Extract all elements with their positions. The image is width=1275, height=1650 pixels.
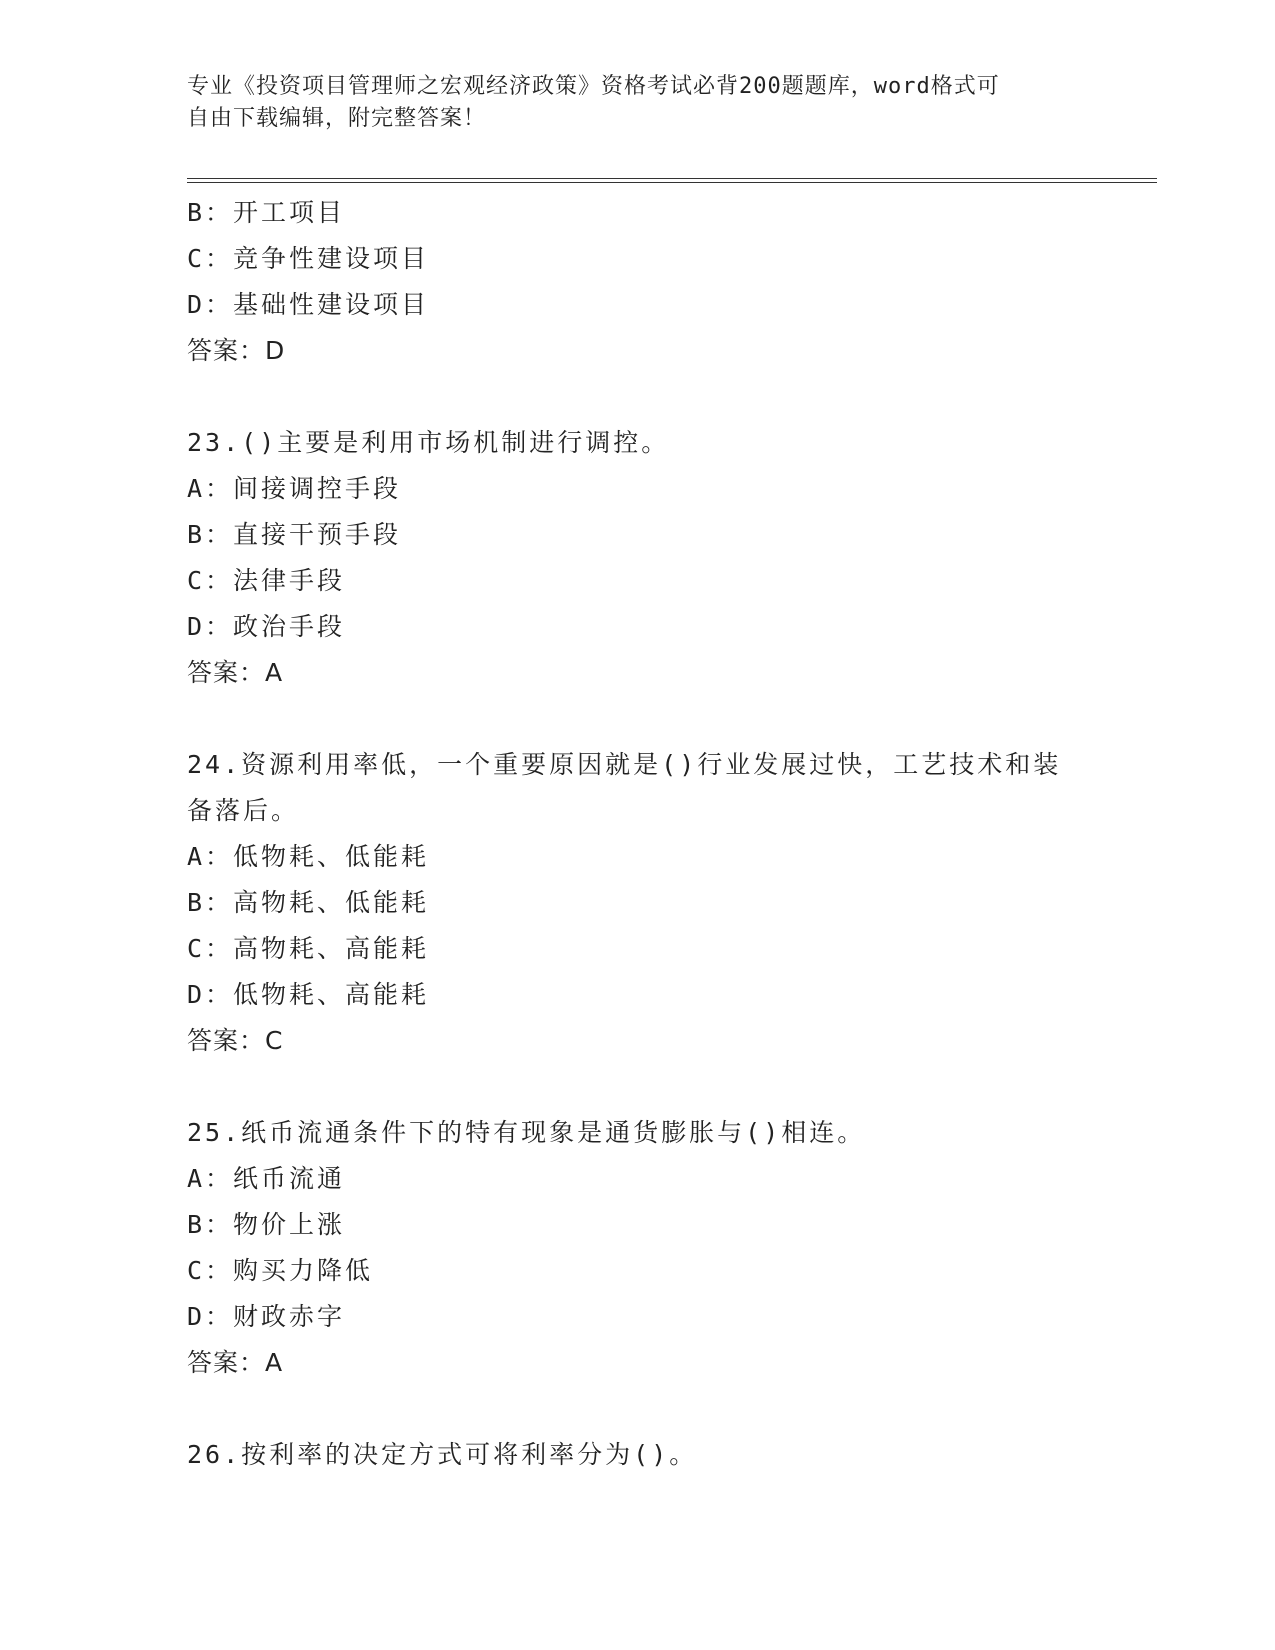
option-c: C：高物耗、高能耗	[187, 934, 430, 963]
option-d: D：低物耗、高能耗	[187, 980, 430, 1009]
spacer	[187, 1386, 1087, 1432]
answer-line: 答案：D	[187, 336, 286, 365]
question-22-continued	[187, 190, 1087, 374]
option-d: D：基础性建设项目	[187, 290, 430, 319]
question-stem-line-1: 24.资源利用率低，一个重要原因就是()行业发展过快，工艺技术和装	[187, 750, 1062, 779]
question-stem-line-2: 备落后。	[187, 796, 300, 825]
question-list	[187, 190, 1087, 1478]
header-line-2: 自由下载编辑，附完整答案！	[187, 106, 487, 131]
spacer	[187, 1064, 1087, 1110]
option-b: B：直接干预手段	[187, 520, 402, 549]
header-line-1: 专业《投资项目管理师之宏观经济政策》资格考试必背200题题库，word格式可	[187, 74, 1000, 99]
option-c: C：法律手段	[187, 566, 346, 595]
option-d: D：财政赤字	[187, 1302, 346, 1331]
option-a: A：低物耗、低能耗	[187, 842, 430, 871]
answer-line: 答案：A	[187, 658, 284, 687]
option-c: C：竞争性建设项目	[187, 244, 430, 273]
option-b: B：高物耗、低能耗	[187, 888, 430, 917]
option-c: C：购买力降低	[187, 1256, 374, 1285]
option-a: A：纸币流通	[187, 1164, 346, 1193]
question-24	[187, 742, 1087, 1064]
option-d: D：政治手段	[187, 612, 346, 641]
document-header	[187, 71, 1067, 135]
option-b: B：物价上涨	[187, 1210, 346, 1239]
question-25	[187, 1110, 1087, 1386]
spacer	[187, 696, 1087, 742]
option-a: A：间接调控手段	[187, 474, 402, 503]
question-stem: 23.()主要是利用市场机制进行调控。	[187, 428, 670, 457]
answer-line: 答案：A	[187, 1348, 284, 1377]
question-stem: 25.纸币流通条件下的特有现象是通货膨胀与()相连。	[187, 1118, 866, 1147]
spacer	[187, 374, 1087, 420]
header-divider	[187, 178, 1157, 183]
answer-line: 答案：C	[187, 1026, 284, 1055]
question-stem: 26.按利率的决定方式可将利率分为()。	[187, 1440, 698, 1469]
option-b: B：开工项目	[187, 198, 346, 227]
question-23	[187, 420, 1087, 696]
question-26	[187, 1432, 1087, 1478]
